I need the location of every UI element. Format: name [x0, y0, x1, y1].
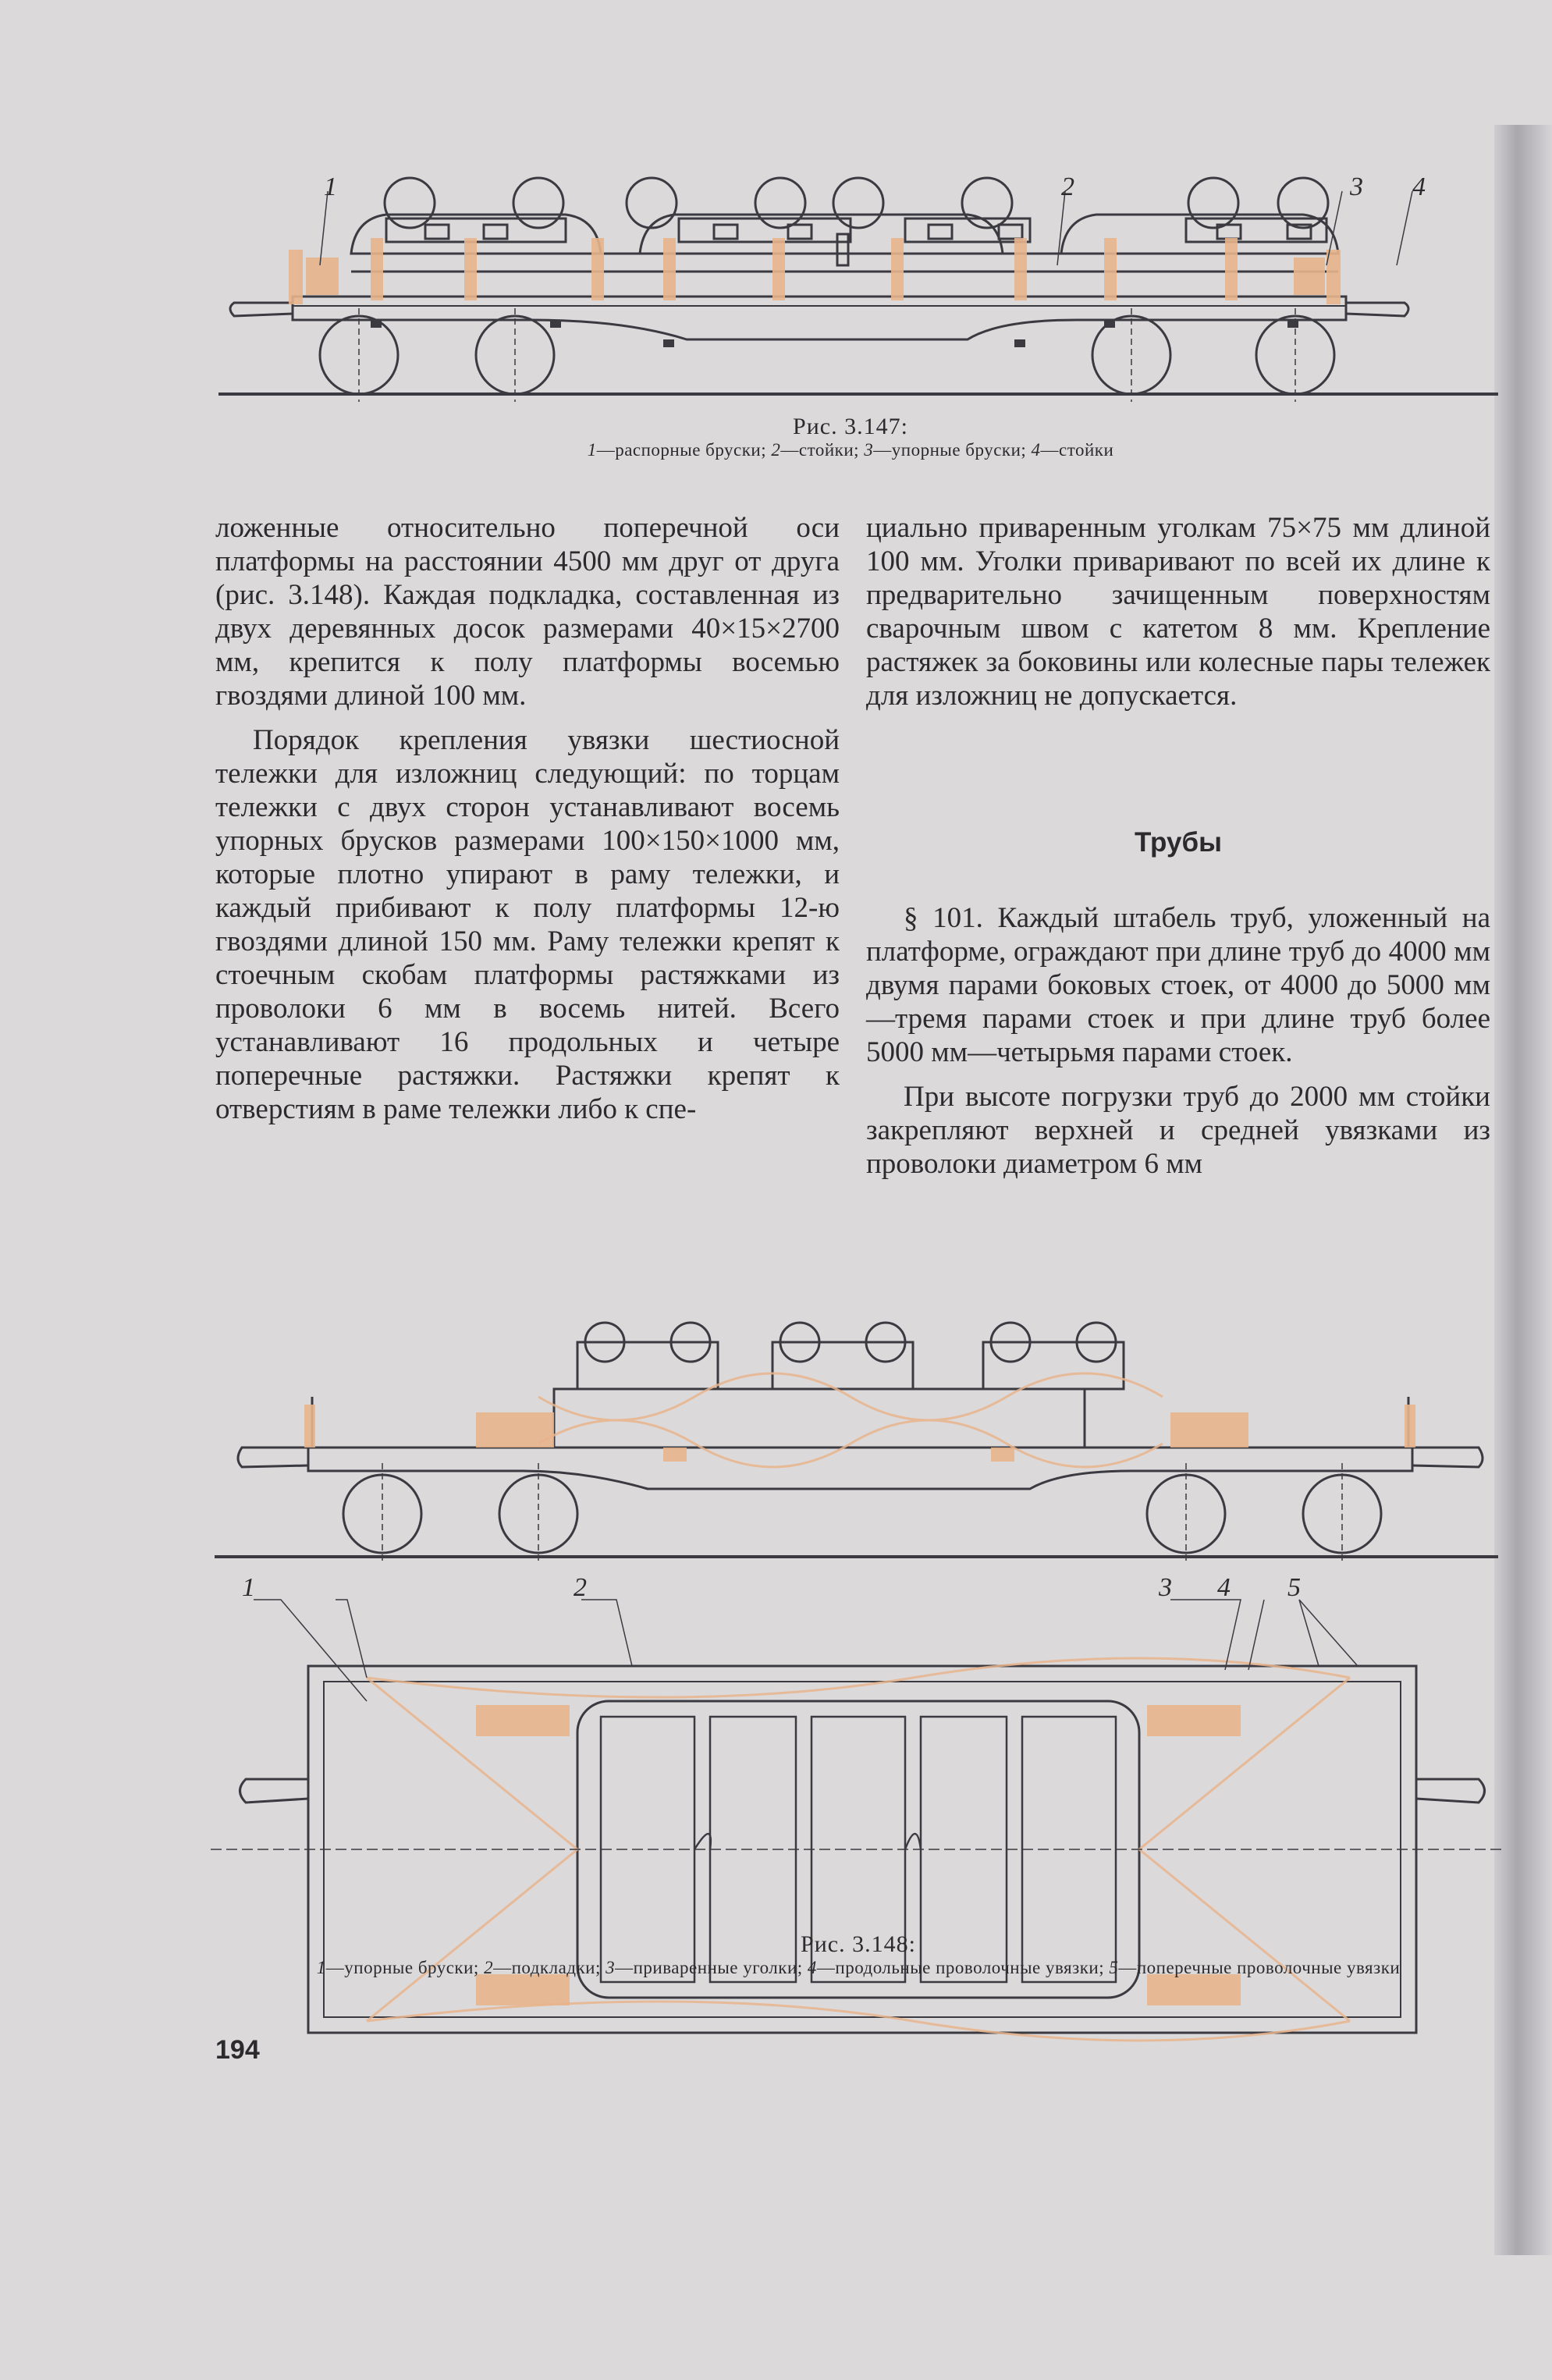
fig147-callout-3: 3: [1350, 172, 1363, 201]
legend-text: —продольные проволочные увязки;: [816, 1958, 1110, 1977]
left-text-column: [215, 511, 840, 1126]
figure-148-caption: [211, 1931, 1506, 1978]
right-paragraph-2: § 101. Каждый штабель труб, уложенный на платформе, ограждают при длине труб до 4000 мм двумя парами боковых стоек, от 4000 до 5000 мм—тремя парами стоек и при длине труб более 5000 мм—четырьмя парами стоек.: [866, 902, 1490, 1068]
legend-num: 1: [316, 1958, 326, 1977]
fig148-callout-4: 4: [1217, 1573, 1231, 1602]
fig148-callout-5: 5: [1287, 1573, 1301, 1602]
fig148-callout-2: 2: [574, 1573, 587, 1602]
legend-num: 2: [484, 1958, 494, 1977]
legend-num: 3: [864, 440, 874, 460]
right-text-column: [866, 511, 1490, 712]
right-paragraph-3: При высоте погрузки труб до 2000 мм стойки закрепляют верхней и средней увязками из проволоки диаметром 6 мм: [866, 1081, 1490, 1180]
fig148-callout-3: 3: [1159, 1573, 1172, 1602]
figure-147-title: Рис. 3.147:: [793, 414, 908, 439]
page-number: 194: [215, 2035, 260, 2065]
figure-148-title: Рис. 3.148:: [801, 1931, 916, 1957]
figure-147-caption: [218, 414, 1483, 460]
figure-147-drawing: [218, 172, 1498, 406]
fig147-callout-2: 2: [1061, 172, 1074, 201]
legend-text: —распорные бруски;: [596, 440, 772, 460]
section-heading: Трубы: [1135, 827, 1222, 858]
legend-text: —подкладки;: [493, 1958, 606, 1977]
fig147-callout-4: 4: [1412, 172, 1426, 201]
right-paragraph-1: циально приваренным уголкам 75×75 мм длиной 100 мм. Уголки приваривают по всей их длине к предварительно зачищенным поверхностям сварочным швом с катетом 8 мм. Крепление растяжек за боковины или колесные пары тележек для изложниц не допускается.: [866, 512, 1490, 712]
legend-num: 4: [807, 1958, 817, 1977]
figure-148-legend: [211, 1958, 1506, 1978]
legend-text: —стойки: [1040, 440, 1114, 460]
fig147-callout-1: 1: [324, 172, 337, 201]
legend-text: —упорные бруски;: [325, 1958, 485, 1977]
figure-148-drawing: [211, 1311, 1506, 2380]
legend-text: —упорные бруски;: [873, 440, 1032, 460]
legend-text: —стойки;: [780, 440, 865, 460]
left-paragraph-2: Порядок крепления увязки шестиосной тележки для изложниц следующий: по торцам тележки с двух сторон устанавливают восемь упорных брусков размерами 100×150×1000 мм, которые плотно упирают в раму тележки, и каждый прибивают к полу платформы 12-ю гвоздями длиной 150 мм. Раму тележки крепят к стоечным скобам платформы растяжками из проволоки 6 мм в восемь нитей. Всего устанавливают 16 продольных и четыре поперечные растяжки. Растяжки крепят к отверстиям в раме тележки либо к спе-: [215, 724, 840, 1125]
legend-text: —приваренные уголки;: [615, 1958, 808, 1977]
legend-num: 3: [606, 1958, 616, 1977]
fig148-callout-1: 1: [242, 1573, 255, 1602]
legend-text: —поперечные проволочные увязки: [1118, 1958, 1401, 1977]
legend-num: 2: [771, 440, 781, 460]
right-text-column-lower: [866, 901, 1490, 1181]
left-paragraph-1: ложенные относительно поперечной оси платформы на расстоянии 4500 мм друг от друга (рис. 3.148). Каждая подкладка, составленная из двух деревянных досок размерами 40×15×2700 мм, крепится к полу платформы восемью гвоздями длиной 100 мм.: [215, 512, 840, 712]
legend-num: 1: [587, 440, 597, 460]
figure-147-legend: [218, 440, 1483, 460]
legend-num: 4: [1031, 440, 1041, 460]
legend-num: 5: [1109, 1958, 1119, 1977]
